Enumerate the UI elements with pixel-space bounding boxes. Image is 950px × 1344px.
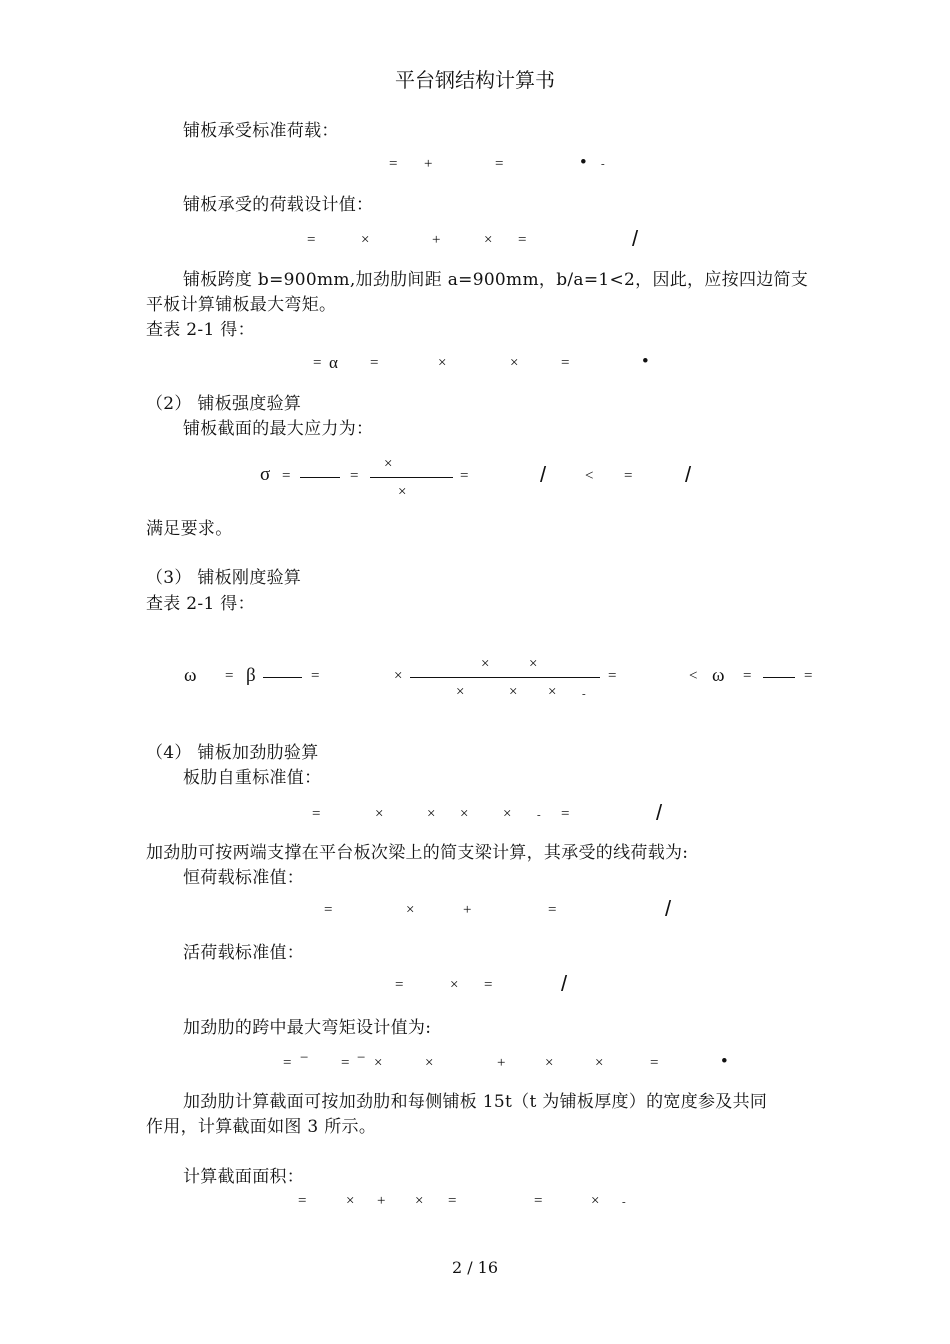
fraction-bar	[263, 677, 302, 678]
paragraph-load-standard: 铺板承受标准荷载：	[183, 121, 339, 141]
paragraph-load-design: 铺板承受的荷载设计值：	[183, 195, 374, 215]
paragraph-rib-moment: 加劲肋的跨中最大弯矩设计值为:	[183, 1018, 432, 1038]
paragraph-span-line1: 铺板跨度 b=900mm,加劲肋间距 a=900mm，b/a=1<2，因此，应按四边简支	[183, 270, 809, 290]
paragraph-table-ref-2: 查表 2-1 得：	[146, 594, 255, 614]
heading-strength-check: （2） 铺板强度验算	[146, 394, 302, 414]
paragraph-live-load: 活荷载标准值：	[183, 943, 305, 963]
fraction-bar	[410, 677, 600, 678]
heading-rib-check: （4） 铺板加劲肋验算	[146, 743, 319, 763]
paragraph-section-line1: 加劲肋计算截面可按加劲肋和每侧铺板 15t（t 为铺板厚度）的宽度参及共同	[183, 1092, 768, 1112]
fraction-bar	[370, 477, 453, 478]
paragraph-max-stress: 铺板截面的最大应力为：	[183, 419, 374, 439]
paragraph-rib-support: 加劲肋可按两端支撑在平台板次梁上的简支梁计算，其承受的线荷载为:	[146, 843, 689, 863]
fraction-bar	[763, 677, 795, 678]
paragraph-span-line2: 平板计算铺板最大弯矩。	[146, 295, 337, 315]
page-title: 平台钢结构计算书	[395, 68, 555, 92]
paragraph-section-line2: 作用，计算截面如图 3 所示。	[146, 1117, 377, 1137]
page-number: 2 / 16	[451, 1258, 499, 1277]
paragraph-table-ref-1: 查表 2-1 得：	[146, 320, 255, 340]
paragraph-dead-load: 恒荷载标准值：	[183, 868, 305, 888]
paragraph-rib-self-weight: 板肋自重标准值：	[183, 768, 322, 788]
heading-stiffness-check: （3） 铺板刚度验算	[146, 568, 302, 588]
paragraph-satisfy: 满足要求。	[146, 519, 233, 539]
paragraph-section-area: 计算截面面积：	[183, 1167, 305, 1187]
fraction-bar	[300, 477, 340, 478]
